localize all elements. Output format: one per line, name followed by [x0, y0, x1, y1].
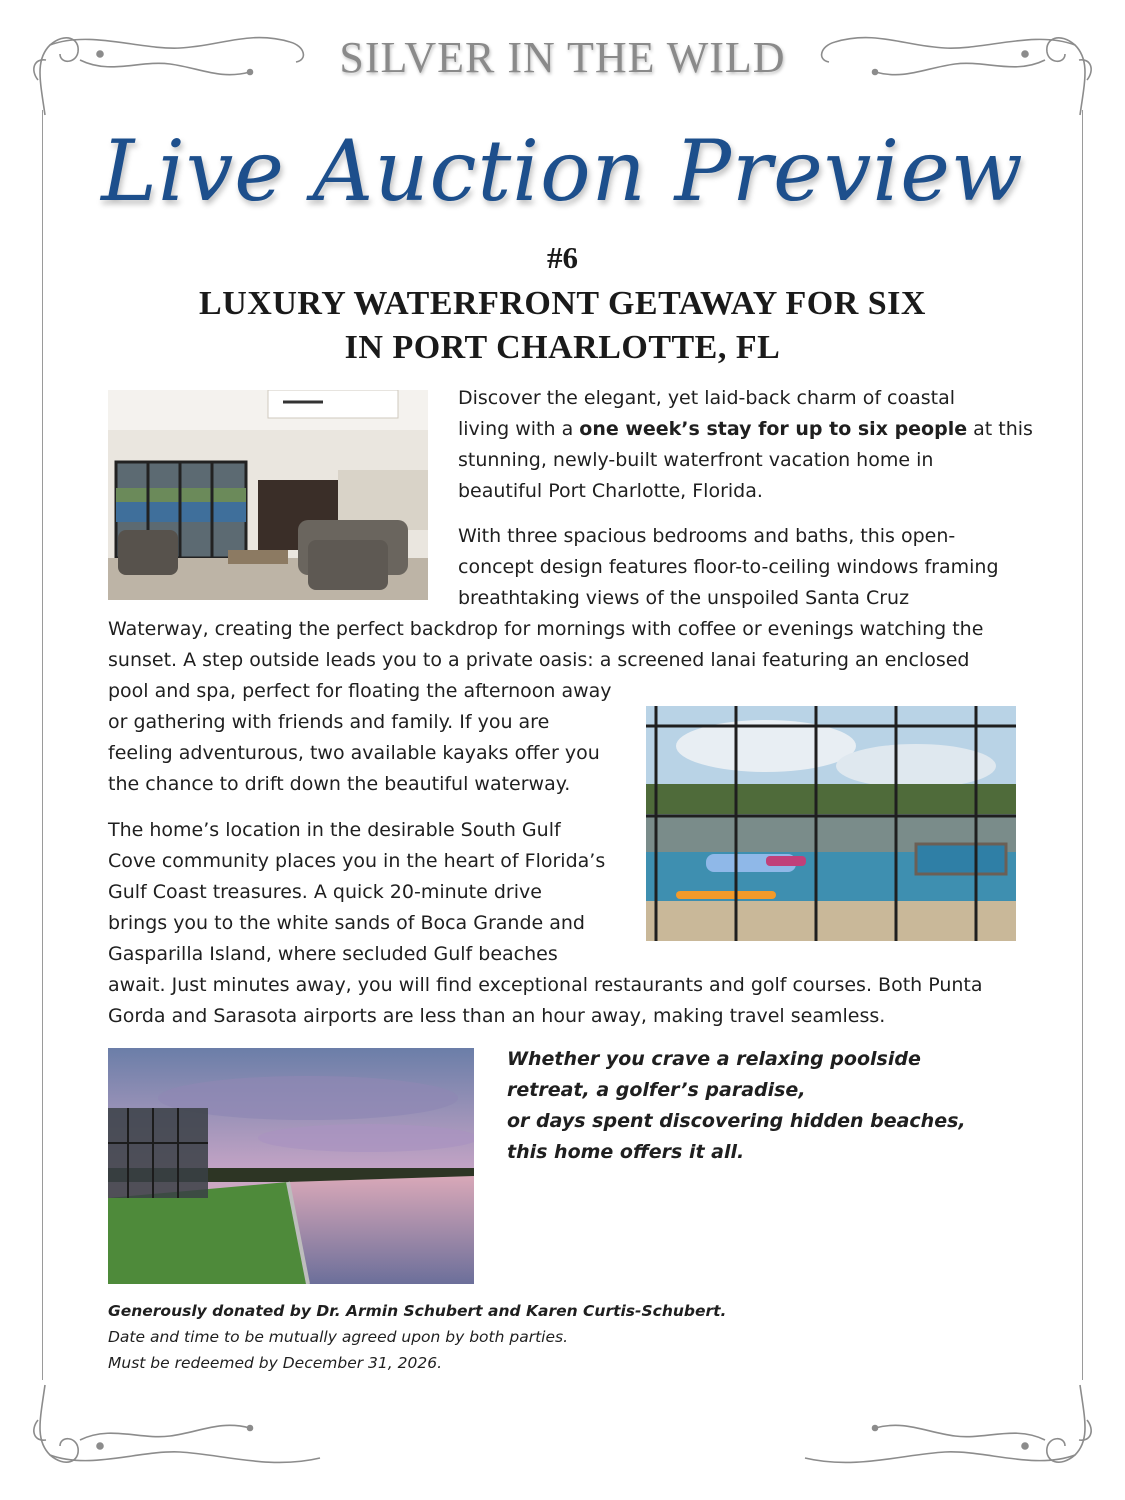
sunset-photo [108, 1048, 474, 1284]
donor-notes [108, 1298, 726, 1376]
lot-number: #6 [547, 240, 578, 275]
features-line-7: or gathering with friends and family. If you are [108, 711, 550, 733]
donor-credit: Generously donated by Dr. Armin Schubert and Karen Curtis-Schubert. [108, 1302, 727, 1320]
location-line-3: Gulf Coast treasures. A quick 20-minute drive [108, 881, 542, 903]
lot-title-line-1: LUXURY WATERFRONT GETAWAY FOR SIX [199, 285, 926, 322]
tagline [507, 1044, 966, 1168]
intro-paragraph [458, 383, 1033, 507]
expiry-note: Must be redeemed by December 31, 2026. [108, 1354, 442, 1372]
intro-line-3: stunning, newly-built waterfront vacation home in [458, 449, 934, 471]
tagline-line-4: this home offers it all. [507, 1141, 745, 1163]
features-line-9: the chance to drift down the beautiful waterway. [108, 773, 571, 795]
features-line-8: feeling adventurous, two available kayaks offer you [108, 742, 600, 764]
features-paragraph-c [108, 676, 612, 800]
bottom-left-flourish-icon [20, 1380, 340, 1480]
bottom-right-flourish-icon [785, 1380, 1105, 1480]
section-title: Live Auction Preview [101, 122, 1024, 220]
location-paragraph-b [108, 970, 983, 1032]
location-line-1: The home’s location in the desirable South Gulf [108, 819, 561, 841]
intro-line-2-pre: living with a [458, 418, 580, 440]
features-line-4: Waterway, creating the perfect backdrop for mornings with coffee or evenings watching the [108, 618, 984, 640]
features-line-1: With three spacious bedrooms and baths, this open- [458, 525, 956, 547]
tagline-line-1: Whether you crave a relaxing poolside [507, 1048, 921, 1070]
lot-title [0, 282, 1125, 370]
pool-photo [646, 706, 1016, 941]
features-paragraph-b [108, 614, 983, 676]
location-line-6: await. Just minutes away, you will find exceptional restaurants and golf courses. Both Punta [108, 974, 983, 996]
features-paragraph-a [458, 521, 999, 614]
location-line-4: brings you to the white sands of Boca Grande and [108, 912, 585, 934]
location-paragraph-a [108, 815, 605, 970]
schedule-note: Date and time to be mutually agreed upon by both parties. [108, 1328, 568, 1346]
location-line-5: Gasparilla Island, where secluded Gulf beaches [108, 943, 558, 965]
intro-highlight: one week’s stay for up to six people [579, 418, 968, 440]
intro-line-2 [458, 414, 1033, 445]
event-title: SILVER IN THE WILD [339, 33, 786, 82]
location-line-7: Gorda and Sarasota airports are less than an hour away, making travel seamless. [108, 1005, 886, 1027]
location-line-2: Cove community places you in the heart of Florida’s [108, 850, 606, 872]
intro-line-1: Discover the elegant, yet laid-back charm of coastal [458, 387, 956, 409]
lot-title-line-2: IN PORT CHARLOTTE, FL [344, 329, 781, 366]
features-line-6: pool and spa, perfect for floating the afternoon away [108, 680, 612, 702]
features-line-3: breathtaking views of the unspoiled Santa Cruz [458, 587, 910, 609]
features-line-5: sunset. A step outside leads you to a private oasis: a screened lanai featuring an enclosed [108, 649, 970, 671]
features-line-2: concept design features floor-to-ceiling windows framing [458, 556, 999, 578]
living-room-photo [108, 390, 428, 600]
intro-line-4: beautiful Port Charlotte, Florida. [458, 480, 763, 502]
tagline-line-2: retreat, a golfer’s paradise, [507, 1079, 806, 1101]
intro-line-2-post: at this [967, 418, 1033, 440]
tagline-line-3: or days spent discovering hidden beaches, [507, 1110, 966, 1132]
